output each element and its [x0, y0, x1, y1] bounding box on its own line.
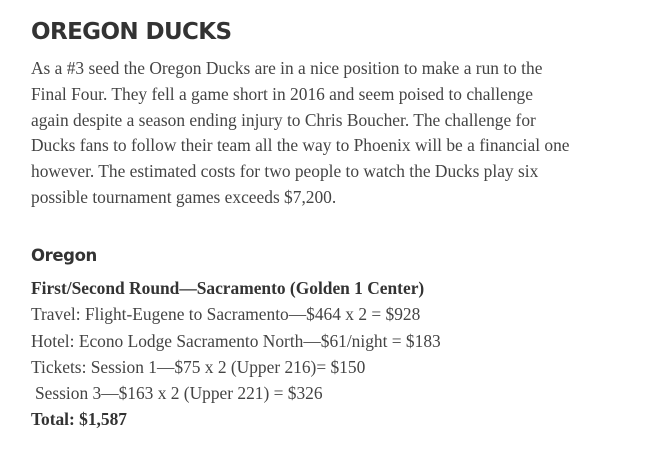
section-heading: Oregon — [31, 246, 97, 265]
paragraph-line: As a #3 seed the Oregon Ducks are in a nice position to make a run to the — [31, 58, 543, 78]
hotel-cost: Hotel: Econo Lodge Sacramento North—$61/night = $183 — [31, 330, 441, 351]
tickets-session-1-cost: Tickets: Session 1—$75 x 2 (Upper 216)= $150 — [31, 356, 366, 377]
tickets-session-3-cost: Session 3—$163 x 2 (Upper 221) = $326 — [35, 383, 323, 404]
paragraph-line: again despite a season ending injury to Chris Boucher. The challenge for — [31, 109, 536, 130]
travel-cost: Travel: Flight-Eugene to Sacramento—$464 x 2 = $928 — [31, 304, 421, 325]
round-heading: First/Second Round—Sacramento (Golden 1 Center) — [31, 278, 425, 298]
total-cost: Total: $1,587 — [31, 409, 127, 430]
paragraph-line: possible tournament games exceeds $7,200. — [31, 186, 337, 207]
paragraph-line: Ducks fans to follow their team all the way to Phoenix will be a financial one — [31, 135, 570, 156]
paragraph-line: Final Four. They fell a game short in 2016 and seem poised to challenge — [31, 83, 533, 104]
article-title: OREGON DUCKS — [31, 19, 232, 45]
paragraph-line: however. The estimated costs for two people to watch the Ducks play six — [31, 161, 539, 182]
cost-breakdown — [31, 275, 441, 433]
article-intro-paragraph — [31, 56, 631, 211]
